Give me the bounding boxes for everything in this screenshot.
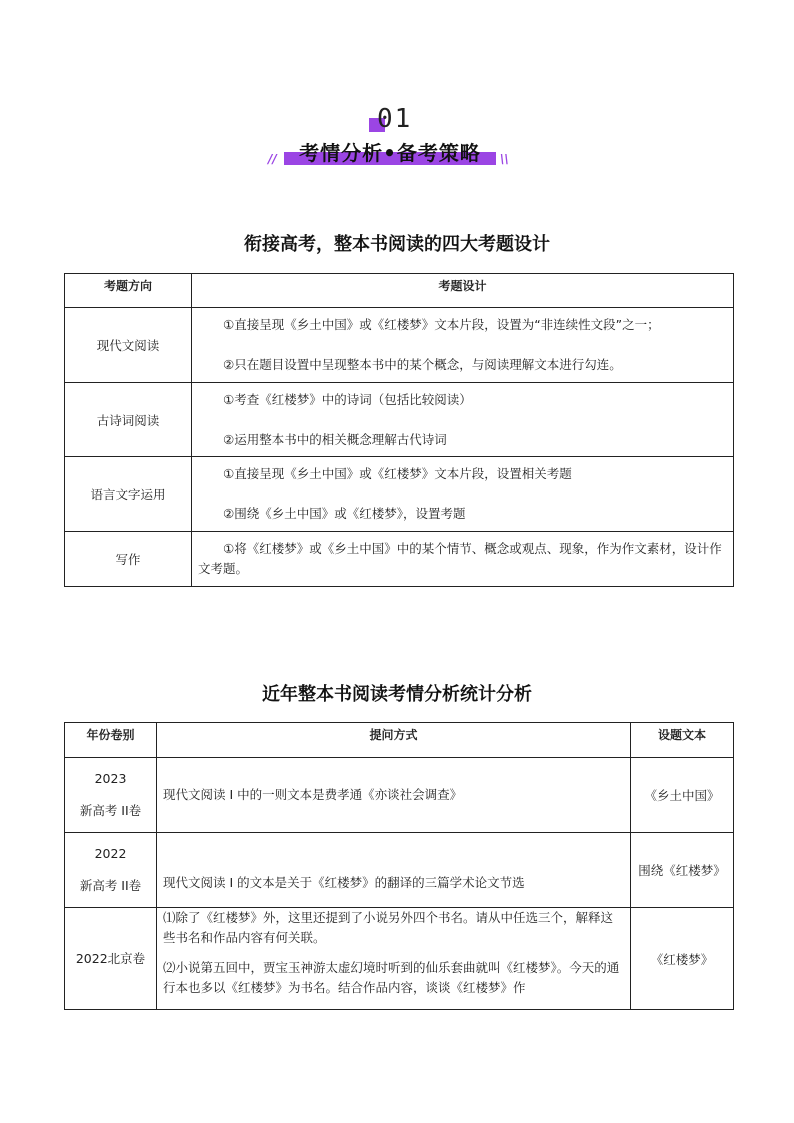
year-cell: [65, 758, 157, 833]
design-item: ①直接呈现《乡土中国》或《红楼梦》文本片段，设置相关考题: [223, 466, 572, 481]
decoration-slashes-left: //: [268, 152, 277, 166]
section-number: 01: [377, 104, 413, 134]
design-cell: [192, 383, 734, 457]
table-row: [65, 908, 734, 1010]
design-item: ①直接呈现《乡土中国》或《红楼梦》文本片段，设置为“非连续性文段”之一；: [223, 317, 660, 332]
section-title: 考情分析•备考策略: [299, 141, 481, 165]
question-item: ⑴除了《红楼梦》外，这里还提到了小说另外四个书名。请从中任选三个，解释这些书名和作品内容有何关联。: [163, 910, 614, 945]
table-row: [65, 383, 734, 457]
year-label: 2023: [94, 771, 127, 786]
column-header-text: 设题文本: [631, 723, 734, 758]
column-header-direction: 考题方向: [65, 274, 192, 308]
question-cell: [157, 758, 631, 833]
direction-cell: 古诗词阅读: [65, 383, 192, 457]
year-cell: [65, 833, 157, 908]
column-header-year: 年份卷别: [65, 723, 157, 758]
table2-heading: 近年整本书阅读考情分析统计分析: [262, 684, 532, 705]
question-item: 现代文阅读 I 中的一则文本是费孝通《亦谈社会调查》: [163, 787, 463, 802]
design-item: ①将《红楼梦》或《乡土中国》中的某个情节、概念或观点、现象，作为作文素材，设计作文考题。: [198, 541, 722, 576]
question-cell: [157, 908, 631, 1010]
design-item: ②运用整本书中的相关概念理解古代诗词: [223, 431, 447, 447]
design-cell: [192, 457, 734, 532]
table-row: [65, 758, 734, 833]
column-header-design: 考题设计: [192, 274, 734, 308]
table-row: [65, 833, 734, 908]
exam-design-table: [64, 273, 734, 587]
table-row: [65, 308, 734, 383]
table-header-row: [65, 723, 734, 758]
text-cell: 《乡土中国》: [631, 758, 734, 833]
decoration-slashes-right: \\: [500, 152, 509, 166]
year-cell: [65, 908, 157, 1010]
paper-label: 新高考 II卷: [79, 878, 142, 893]
table-row: [65, 532, 734, 587]
exam-statistics-table: [64, 722, 734, 1010]
direction-cell: 语言文字运用: [65, 457, 192, 532]
column-header-question: 提问方式: [157, 723, 631, 758]
design-item: ②围绕《乡土中国》或《红楼梦》，设置考题: [223, 506, 466, 521]
text-cell: 围绕《红楼梦》: [631, 833, 734, 908]
question-item: ⑵小说第五回中，贾宝玉神游太虚幻境时听到的仙乐套曲就叫《红楼梦》。今天的通行本也多以《红楼梦》为书名。结合作品内容，谈谈《红楼梦》作: [163, 960, 620, 995]
direction-cell: 现代文阅读: [65, 308, 192, 383]
question-cell: [157, 833, 631, 908]
year-label: 2022: [94, 846, 127, 861]
direction-cell: 写作: [65, 532, 192, 587]
design-item: ②只在题目设置中呈现整本书中的某个概念，与阅读理解文本进行勾连。: [223, 357, 622, 372]
question-item: 现代文阅读 I 的文本是关于《红楼梦》的翻译的三篇学术论文节选: [163, 875, 525, 890]
paper-label: 新高考 II卷: [79, 803, 142, 818]
table-header-row: [65, 274, 734, 308]
design-item: ①考查《红楼梦》中的诗词（包括比较阅读）: [223, 391, 472, 407]
table-row: [65, 457, 734, 532]
table1-heading: 衔接高考，整本书阅读的四大考题设计: [244, 234, 550, 255]
design-cell: [192, 308, 734, 383]
text-cell: 《红楼梦》: [631, 908, 734, 1010]
year-label: 2022北京卷: [75, 950, 146, 966]
design-cell: [192, 532, 734, 587]
